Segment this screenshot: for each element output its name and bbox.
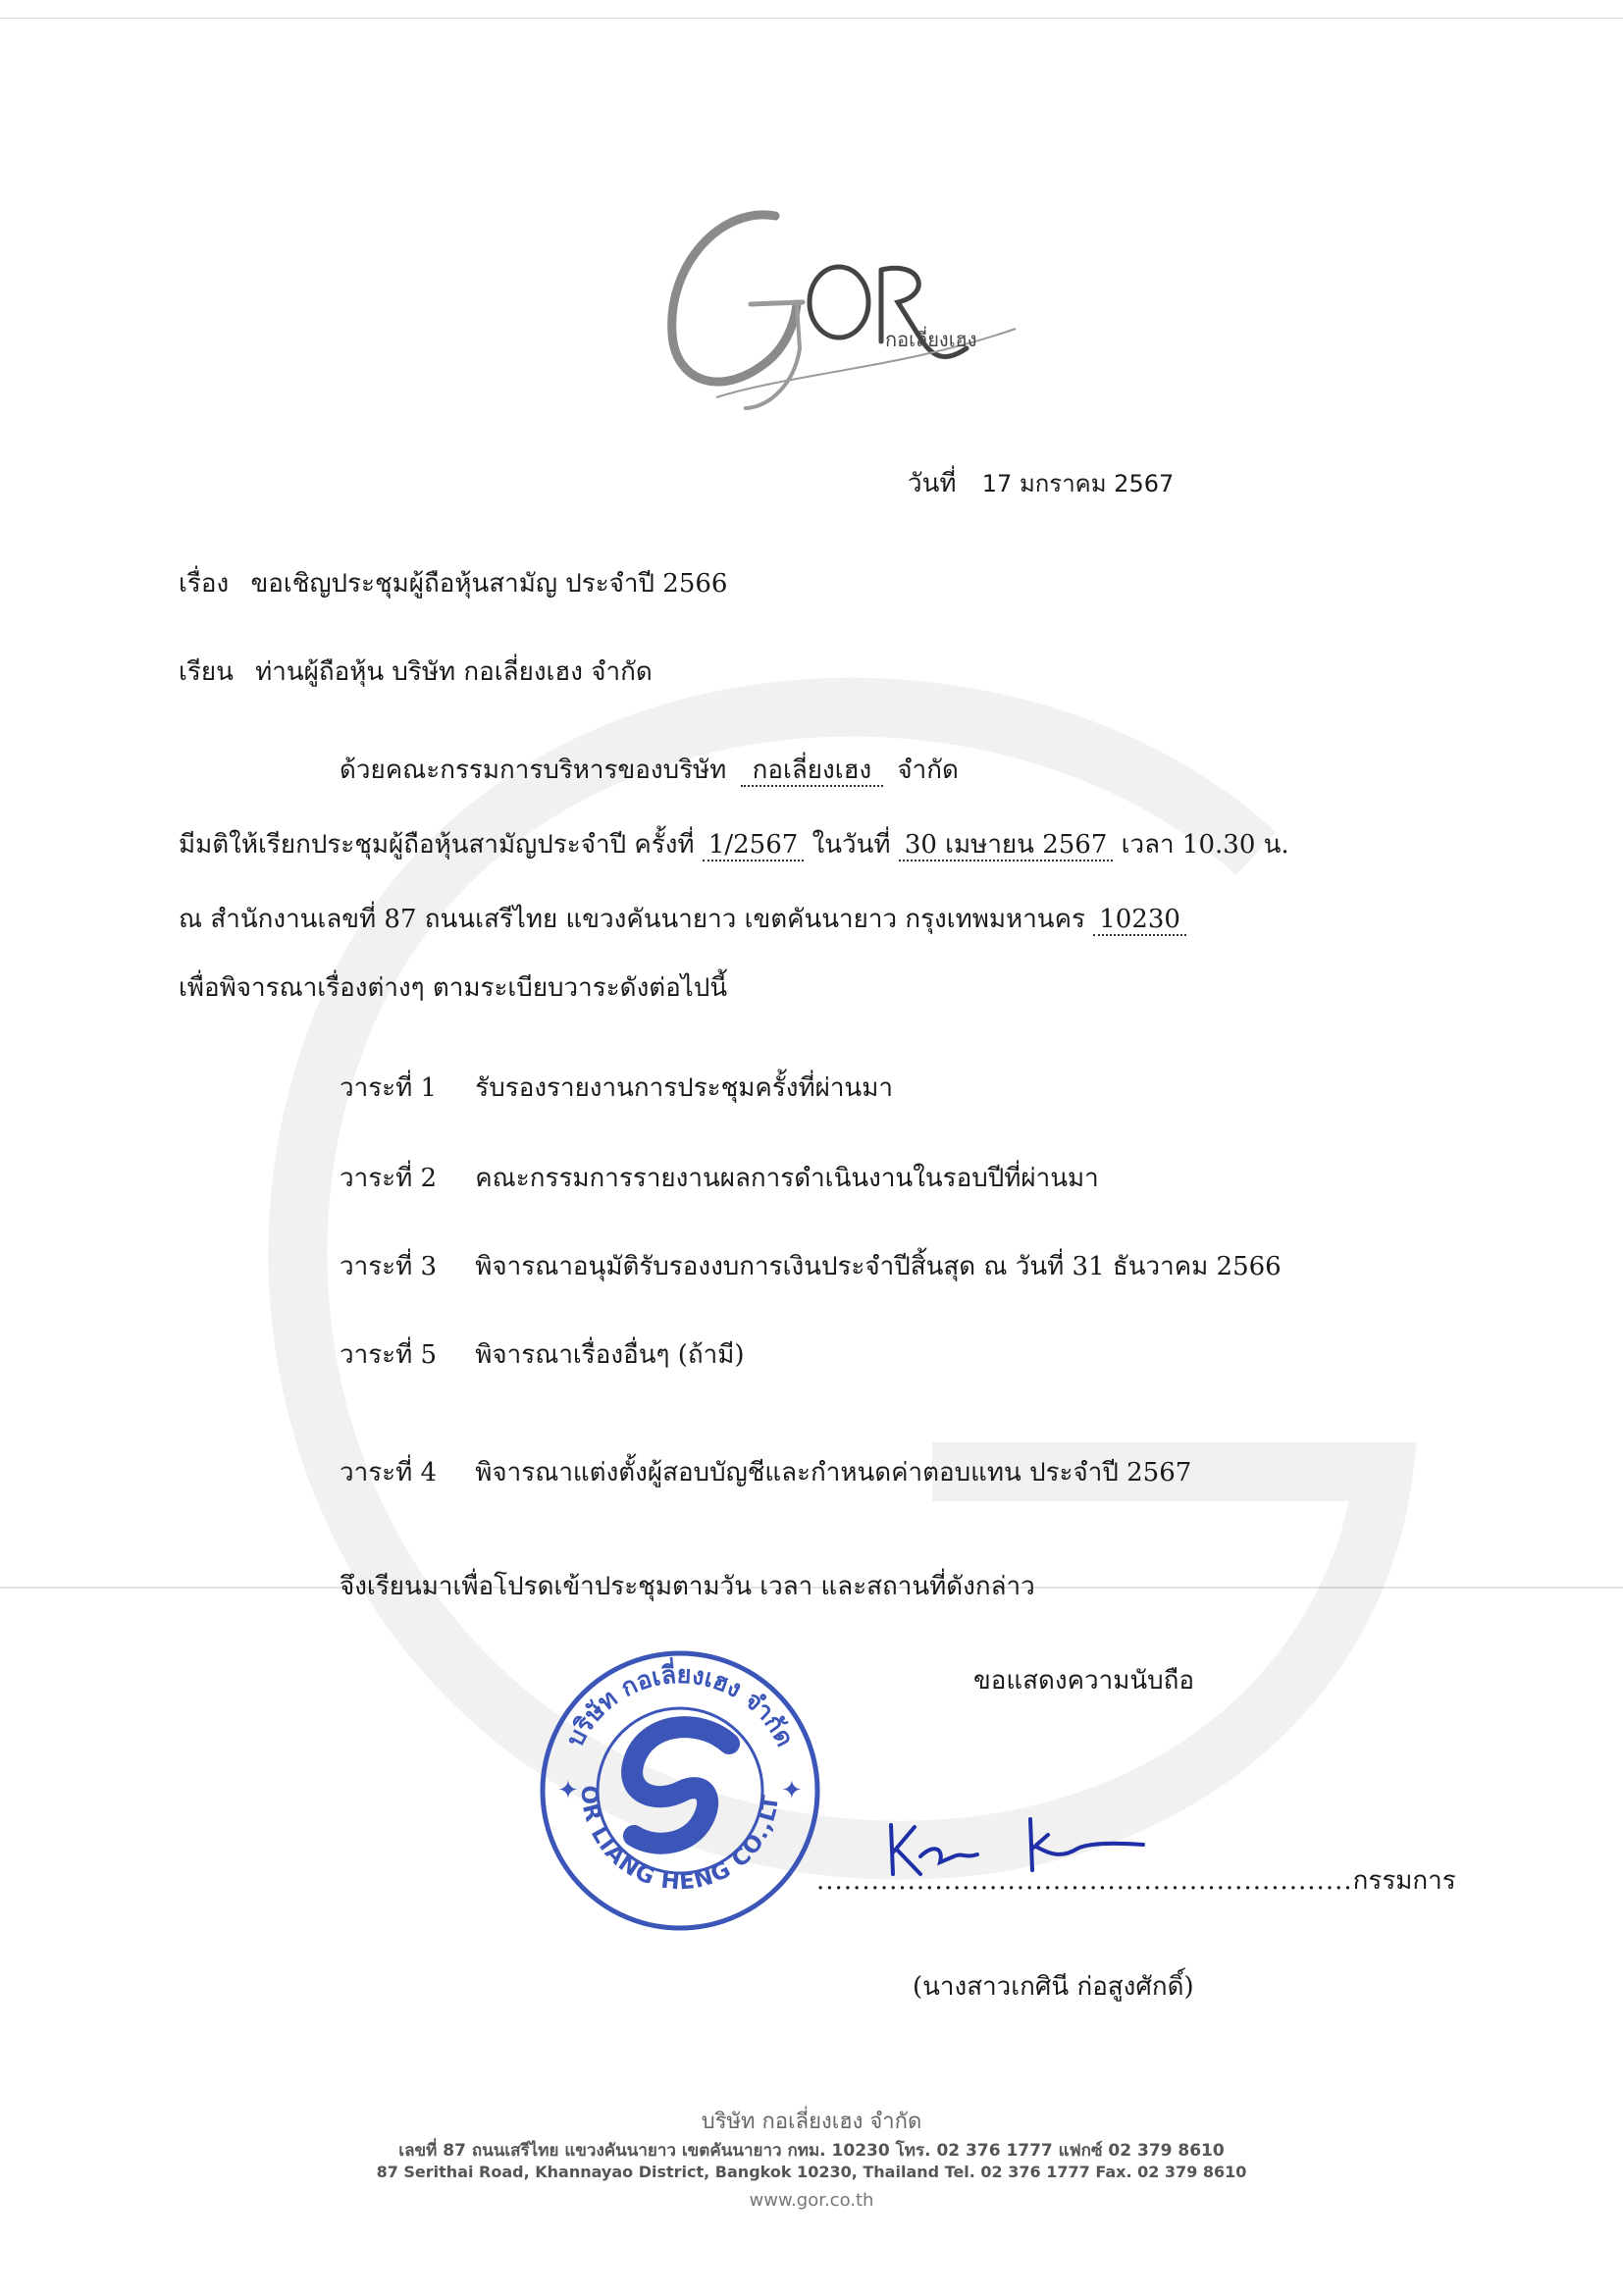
body-line-4 xyxy=(179,971,727,1005)
footer-address-en: 87 Serithai Road, Khannayao District, Bangkok 10230, Thailand Tel. 02 376 1777 Fax. 02 379 8610 xyxy=(376,2163,1247,2181)
company-logo xyxy=(628,177,1021,412)
agenda-item xyxy=(340,1456,1191,1489)
signature-dots: ........................................................... xyxy=(816,1866,1353,1896)
agenda-text: พิจารณาเรื่องอื่นๆ (ถ้ามี) xyxy=(475,1340,745,1370)
signatory-title: กรรมการ xyxy=(1352,1866,1456,1896)
meeting-time: เวลา 10.30 น. xyxy=(1121,830,1289,860)
stamp-top-text: บริษัท กอเลี่ยงเฮง จำกัด xyxy=(560,1659,800,1751)
subject-text: ขอเชิญประชุมผู้ถือหุ้นสามัญ ประจำปี 2566 xyxy=(250,569,728,599)
subject-line xyxy=(179,567,727,600)
agenda-number: วาระที่ 5 xyxy=(340,1340,438,1370)
office-zip: 10230 xyxy=(1093,905,1186,936)
agenda-number: วาระที่ 4 xyxy=(340,1458,438,1487)
stamp-bottom-text: OR LIANG HENG CO.,LT xyxy=(575,1784,785,1896)
agenda-item xyxy=(340,1071,893,1105)
office-address: ณ สำนักงานเลขที่ 87 ถนนเสรีไทย แขวงคันนายาว เขตคันนายาว กรุงเทพมหานคร xyxy=(179,905,1085,934)
date-value: 17 มกราคม 2567 xyxy=(981,470,1175,497)
agenda-item xyxy=(340,1162,1099,1195)
recipient-line xyxy=(179,655,653,689)
closing-line: จึงเรียนมาเพื่อโปรดเข้าประชุมตามวัน เวลา และสถานที่ดังกล่าว xyxy=(340,1572,1035,1601)
gor-logo-icon xyxy=(628,177,1021,412)
svg-text:✦: ✦ xyxy=(557,1776,579,1805)
date-line xyxy=(908,467,1174,500)
body-company-name: กอเลี่ยงเฮง xyxy=(741,756,884,787)
body-line2-pre: มีมติให้เรียกประชุมผู้ถือหุ้นสามัญประจำปี ครั้งที่ xyxy=(179,830,695,860)
body-line-1 xyxy=(340,754,959,787)
agenda-text: คณะกรรมการรายงานผลการดำเนินงานในรอบปีที่ผ่านมา xyxy=(475,1164,1099,1193)
regards-line: ขอแสดงความนับถือ xyxy=(973,1666,1194,1696)
agenda-number: วาระที่ 3 xyxy=(340,1252,438,1281)
body-line1-post: จำกัด xyxy=(897,756,959,785)
company-seal-icon xyxy=(528,1644,832,1938)
subject-label: เรื่อง xyxy=(179,569,230,599)
meeting-number: 1/2567 xyxy=(703,830,804,861)
meeting-date: 30 เมษายน 2567 xyxy=(899,830,1114,861)
agenda-text: รับรองรายงานการประชุมครั้งที่ผ่านมา xyxy=(475,1073,893,1103)
scan-line-top xyxy=(0,18,1623,19)
body-line1-pre: ด้วยคณะกรรมการบริหารของบริษัท xyxy=(340,756,727,785)
agenda-number: วาระที่ 2 xyxy=(340,1164,438,1193)
footer-company: บริษัท กอเลี่ยงเฮง จำกัด xyxy=(701,2110,922,2134)
signature-line xyxy=(816,1864,1456,1898)
logo-thai-name: กอเลี่ยงเฮง xyxy=(885,328,977,351)
agenda-text: พิจารณาอนุมัติรับรองงบการเงินประจำปีสิ้นสุด ณ วันที่ 31 ธันวาคม 2566 xyxy=(475,1252,1282,1281)
agenda-item xyxy=(340,1250,1282,1283)
body-line-2 xyxy=(179,828,1289,861)
signatory-name: (นางสาวเกศินี ก่อสูงศักดิ์) xyxy=(913,1972,1194,2002)
recipient-text: ท่านผู้ถือหุ้น บริษัท กอเลี่ยงเฮง จำกัด xyxy=(255,657,653,687)
recipient-label: เรียน xyxy=(179,657,234,687)
body-line2-mid: ในวันที่ xyxy=(812,830,891,860)
agenda-intro: เพื่อพิจารณาเรื่องต่างๆ ตามระเบียบวาระดังต่อไปนี้ xyxy=(179,973,728,1003)
footer-website: www.gor.co.th xyxy=(749,2190,874,2211)
body-line-3 xyxy=(179,903,1186,936)
company-stamp xyxy=(528,1644,832,1938)
agenda-number: วาระที่ 1 xyxy=(340,1073,438,1103)
agenda-item xyxy=(340,1338,744,1372)
date-label: วันที่ xyxy=(908,469,957,498)
footer-address-th: เลขที่ 87 ถนนเสรีไทย แขวงคันนายาว เขตคันนายาว กทม. 10230 โทร. 02 376 1777 แฟกซ์ 02 379 8610 xyxy=(398,2141,1225,2161)
svg-text:✦: ✦ xyxy=(781,1776,803,1805)
agenda-text: พิจารณาแต่งตั้งผู้สอบบัญชีและกำหนดค่าตอบแทน ประจำปี 2567 xyxy=(475,1458,1192,1487)
